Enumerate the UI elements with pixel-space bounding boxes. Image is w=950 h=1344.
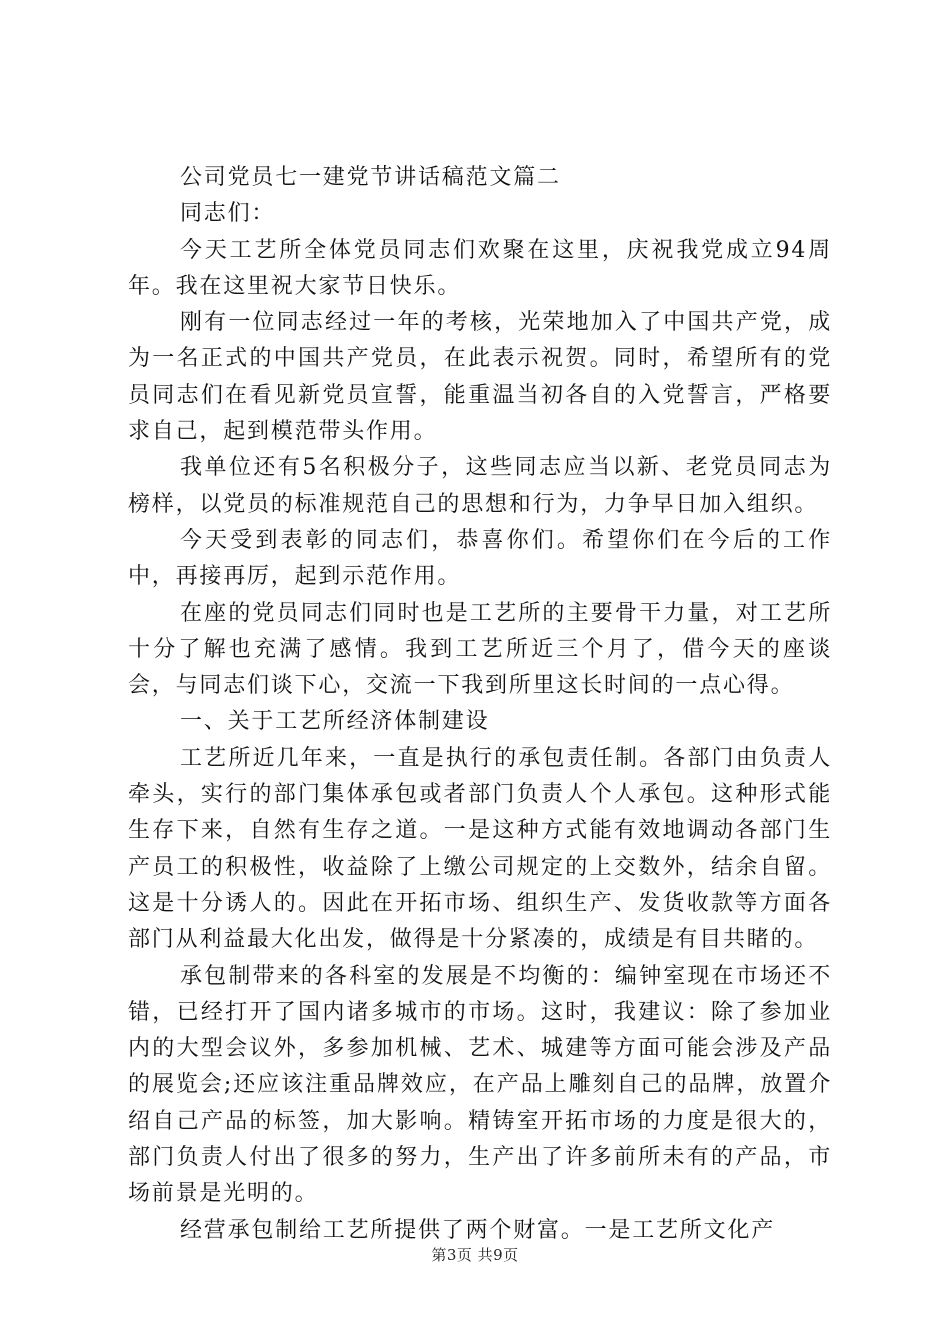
section-paragraph: 工艺所近几年来，一直是执行的承包责任制。各部门由负责人牵头，实行的部门集体承包或者部门负责人个人承包。这种形式能生存下来，自然有生存之道。一是这种方式能有效地调动各部门生产员工的积极性，收益除了上缴公司规定的上交数外，结余自留。这是十分诱人的。因此在开拓市场、组织生产、发货收款等方面各部门从利益最大化出发，做得是十分紧凑的，成绩是有目共睹的。: [128, 745, 832, 953]
section-paragraph: 承包制带来的各科室的发展是不均衡的：编钟室现在市场还不错，已经打开了国内诸多城市的市场。这时，我建议：除了参加业内的大型会议外，多参加机械、艺术、城建等方面可能会涉及产品的展览会;还应该注重品牌效应，在产品上雕刻自己的品牌，放置介绍自己产品的标签，加大影响。精铸室开拓市场的力度是很大的，部门负责人付出了很多的努力，生产出了许多前所未有的产品，市场前景是光明的。: [128, 963, 832, 1207]
page-number-footer: 第3页 共9页: [431, 1246, 519, 1264]
section-paragraph: 经营承包制给工艺所提供了两个财富。一是工艺所文化产: [180, 1217, 776, 1243]
section-heading: 一、关于工艺所经济体制建设: [180, 709, 490, 735]
paragraph: 我单位还有5名积极分子，这些同志应当以新、老党员同志为榜样，以党员的标准规范自己的思想和行为，力争早日加入组织。: [128, 455, 832, 517]
paragraph: 今天受到表彰的同志们，恭喜你们。希望你们在今后的工作中，再接再厉，起到示范作用。: [128, 527, 832, 590]
paragraph: 今天工艺所全体党员同志们欢聚在这里，庆祝我党成立94周年。我在这里祝大家节日快乐。: [128, 237, 832, 299]
paragraph: 在座的党员同志们同时也是工艺所的主要骨干力量，对工艺所十分了解也充满了感情。我到工艺所近三个月了，借今天的座谈会，与同志们谈下心，交流一下我到所里这长时间的一点心得。: [128, 600, 832, 699]
document-body: [128, 160, 832, 1249]
document-title: 公司党员七一建党节讲话稿范文篇二: [180, 165, 561, 190]
salutation: 同志们：: [180, 201, 276, 227]
paragraph: 刚有一位同志经过一年的考核，光荣地加入了中国共产党，成为一名正式的中国共产党员，在此表示祝贺。同时，希望所有的党员同志们在看见新党员宣誓，能重温当初各自的入党誓言，严格要求自己，起到模范带头作用。: [128, 310, 832, 445]
